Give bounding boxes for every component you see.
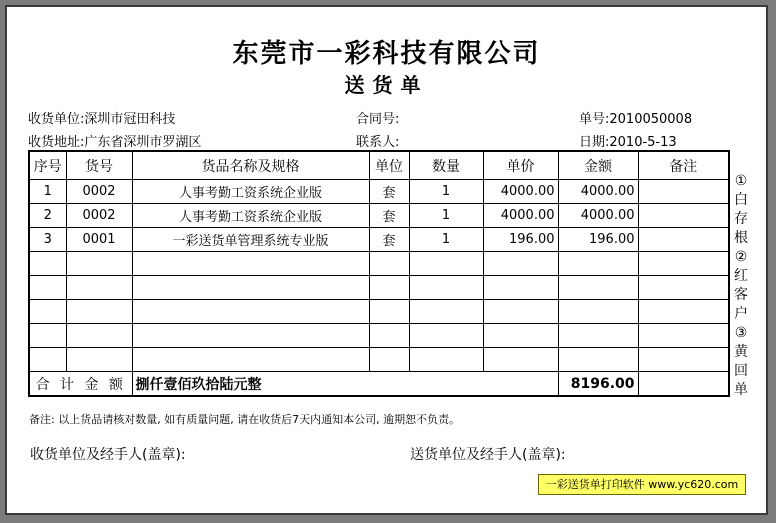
table-row[interactable]	[29, 204, 729, 228]
column-header: 序号	[29, 151, 66, 180]
item-code: 0002	[66, 180, 132, 204]
company-name: 东莞市一彩科技有限公司	[232, 39, 541, 69]
column-header: 金额	[558, 151, 638, 180]
receiver-signature: 收货单位及经手人(盖章):	[30, 447, 186, 463]
copy-legend-char: 存	[734, 211, 748, 227]
item-remark	[638, 180, 729, 204]
total-remark	[638, 372, 729, 397]
copy-legend-char: 根	[734, 230, 748, 246]
empty-row[interactable]	[29, 300, 729, 324]
column-header: 货号	[66, 151, 132, 180]
row-index: 1	[29, 180, 66, 204]
copy-legend-char: 白	[734, 192, 748, 208]
copy-legend-char: 客	[734, 287, 748, 303]
table-header-row	[29, 151, 729, 180]
item-unit-price: 4000.00	[483, 180, 558, 204]
item-quantity: 1	[409, 204, 483, 228]
contract-field: 合同号:	[356, 112, 400, 127]
copy-legend-char: 户	[734, 306, 748, 322]
total-amount-in-words: 捌仟壹佰玖拾陆元整	[132, 372, 558, 397]
contact-field: 联系人:	[356, 135, 400, 150]
item-remark	[638, 204, 729, 228]
item-amount: 196.00	[558, 228, 638, 252]
copy-legend-char: ①	[734, 173, 748, 189]
empty-row[interactable]	[29, 276, 729, 300]
address-field: 收货地址:广东省深圳市罗湖区	[28, 135, 202, 150]
item-code: 0002	[66, 204, 132, 228]
delivery-note-sheet	[5, 5, 768, 515]
total-amount: 8196.00	[558, 372, 638, 397]
remarks-note: 备注: 以上货品请核对数量, 如有质量问题, 请在收货后7天内通知本公司, 逾期恕不负责。	[29, 413, 461, 426]
copy-legend-char: 黄	[734, 344, 748, 360]
item-quantity: 1	[409, 228, 483, 252]
item-unit: 套	[369, 228, 409, 252]
total-label: 合 计 金 额	[29, 372, 132, 397]
item-name: 人事考勤工资系统企业版	[132, 204, 369, 228]
column-header: 数量	[409, 151, 483, 180]
column-header: 货品名称及规格	[132, 151, 369, 180]
table-row[interactable]	[29, 228, 729, 252]
item-code: 0001	[66, 228, 132, 252]
date-field: 日期:2010-5-13	[579, 135, 677, 150]
goods-table	[28, 150, 730, 397]
item-amount: 4000.00	[558, 180, 638, 204]
item-unit: 套	[369, 204, 409, 228]
item-name: 一彩送货单管理系统专业版	[132, 228, 369, 252]
empty-row[interactable]	[29, 324, 729, 348]
item-amount: 4000.00	[558, 204, 638, 228]
receiver-field: 收货单位:深圳市冠田科技	[28, 112, 176, 127]
total-row	[29, 372, 729, 397]
column-header: 单价	[483, 151, 558, 180]
item-unit: 套	[369, 180, 409, 204]
copy-legend-char: 红	[734, 268, 748, 284]
copy-legend-char: ②	[734, 249, 748, 265]
sender-signature: 送货单位及经手人(盖章):	[410, 447, 566, 463]
copy-legend-char: 单	[734, 382, 748, 398]
column-header: 单位	[369, 151, 409, 180]
empty-row[interactable]	[29, 348, 729, 372]
order-number-field: 单号:2010050008	[579, 112, 693, 127]
item-quantity: 1	[409, 180, 483, 204]
copy-distribution-legend	[730, 172, 752, 400]
software-ad-banner[interactable]: 一彩送货单打印软件 www.yc620.com	[538, 474, 746, 495]
item-remark	[638, 228, 729, 252]
document-title: 送货单	[344, 73, 429, 97]
row-index: 2	[29, 204, 66, 228]
table-row[interactable]	[29, 180, 729, 204]
column-header: 备注	[638, 151, 729, 180]
row-index: 3	[29, 228, 66, 252]
item-name: 人事考勤工资系统企业版	[132, 180, 369, 204]
empty-row[interactable]	[29, 252, 729, 276]
copy-legend-char: 回	[734, 363, 748, 379]
item-unit-price: 196.00	[483, 228, 558, 252]
item-unit-price: 4000.00	[483, 204, 558, 228]
copy-legend-char: ③	[734, 325, 748, 341]
